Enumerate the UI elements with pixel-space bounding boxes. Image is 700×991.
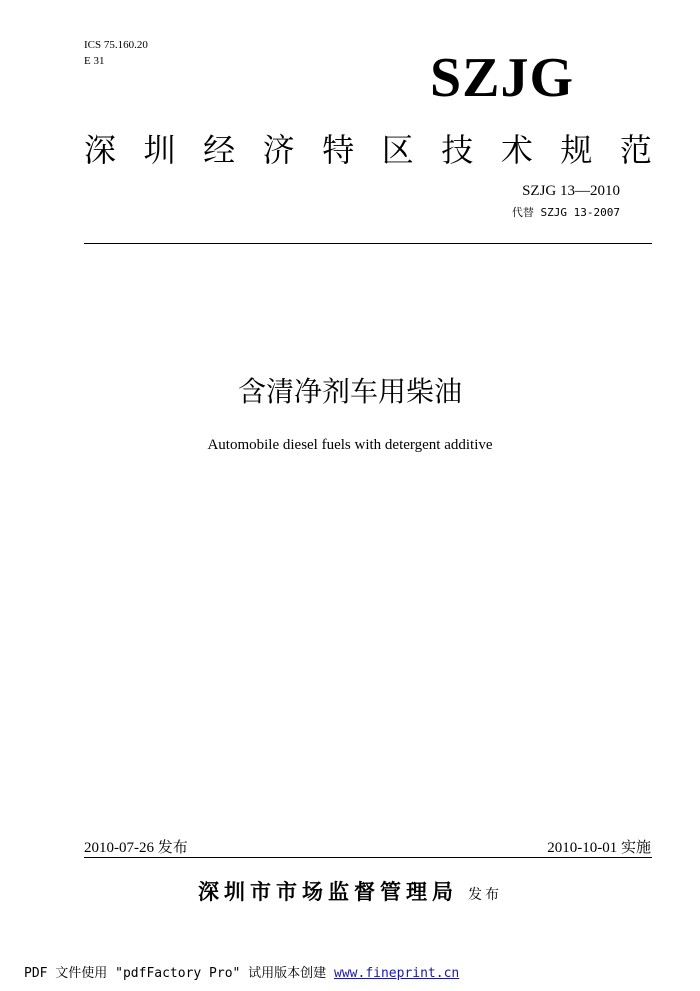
standard-number: SZJG 13—2010 bbox=[522, 183, 620, 199]
brand-logo-text: SZJG bbox=[430, 47, 575, 109]
issue-date: 2010-07-26 发布 bbox=[84, 840, 188, 856]
ics-code: ICS 75.160.20 bbox=[84, 39, 148, 51]
publisher-org: 深圳市市场监督管理局 bbox=[198, 880, 458, 904]
watermark-text: PDF 文件使用 "pdfFactory Pro" 试用版本创建 bbox=[24, 966, 335, 981]
top-divider bbox=[84, 243, 652, 244]
classification-codes bbox=[84, 37, 148, 69]
watermark-link[interactable]: www.fineprint.cn bbox=[334, 966, 460, 981]
series-char: 特 bbox=[322, 131, 355, 169]
implementation-date: 2010-10-01 实施 bbox=[547, 840, 651, 856]
series-char: 深 bbox=[84, 131, 117, 169]
publisher-suffix: 发布 bbox=[468, 887, 502, 903]
series-char: 济 bbox=[262, 131, 295, 169]
publisher bbox=[0, 876, 700, 906]
series-char: 规 bbox=[560, 131, 593, 169]
replaces-standard: 代替 SZJG 13-2007 bbox=[511, 206, 620, 219]
standard-series-title bbox=[84, 128, 652, 172]
document-title-en: Automobile diesel fuels with detergent additive bbox=[207, 437, 493, 453]
series-char: 区 bbox=[381, 131, 414, 169]
series-char: 范 bbox=[619, 131, 652, 169]
pdf-watermark bbox=[24, 962, 459, 981]
series-char: 圳 bbox=[143, 131, 176, 169]
bottom-divider bbox=[84, 857, 652, 858]
series-char: 经 bbox=[203, 131, 236, 169]
series-char: 术 bbox=[500, 131, 533, 169]
document-title-cn: 含清净剂车用柴油 bbox=[237, 375, 462, 408]
ccs-code: E 31 bbox=[84, 55, 105, 67]
series-char: 技 bbox=[441, 131, 474, 169]
